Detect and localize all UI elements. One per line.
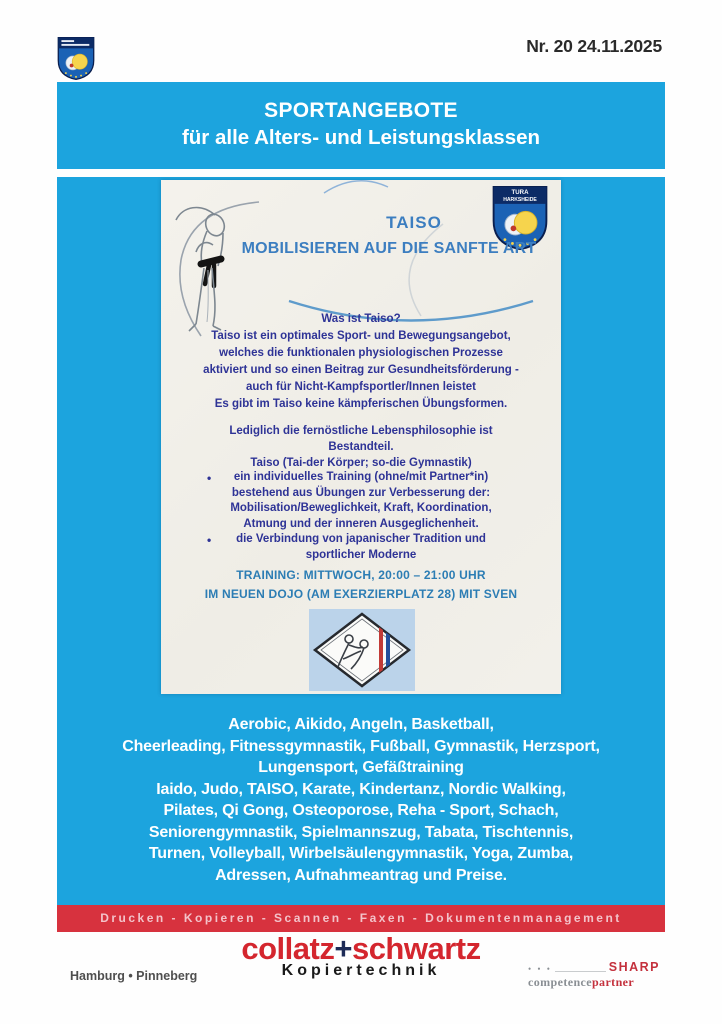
training-line: IM NEUEN DOJO (AM EXERZIERPLATZ 28) MIT SVEN xyxy=(204,587,518,601)
sports-line: Aerobic, Aikido, Angeln, Basketball, xyxy=(228,716,494,733)
flyer-title: TAISO xyxy=(386,213,442,232)
flyer-philosophy-line: Taiso (Tai-der Körper; so-die Gymnastik) xyxy=(250,457,472,469)
sports-line: Lungensport, Gefäßtraining xyxy=(258,759,464,776)
flyer-philosophy-line: Lediglich die fernöstliche Lebensphilosophie ist xyxy=(229,425,493,437)
issue-number: Nr. 20 24.11.2025 xyxy=(526,36,662,56)
sports-line: Turnen, Volleyball, Wirbelsäulengymnastik, Yoga, Zumba, xyxy=(148,845,574,862)
flyer-intro-line: auch für Nicht-Kampfsportler/Innen leistet xyxy=(245,381,477,393)
flyer-intro-line: welches die funktionalen physiologischen Prozesse xyxy=(219,347,503,359)
sharp-wordmark: SHARP xyxy=(608,960,660,974)
flyer-intro-block xyxy=(161,311,561,413)
flyer-what-heading: Was ist Taiso? xyxy=(321,313,401,325)
brand-right: schwartz xyxy=(351,931,481,966)
flyer-bullet-1 xyxy=(161,470,561,532)
flyer-bullet-line: sportlicher Moderne xyxy=(305,548,417,561)
flyer-intro-line: aktiviert und so einen Beitrag zur Gesundheitsförderung - xyxy=(203,364,519,376)
header-banner xyxy=(57,82,665,169)
flyer-bullet-line: bestehend aus Übungen zur Verbesserung der: xyxy=(231,486,491,499)
tura-logo-text-2: HARKSHEIDE xyxy=(503,197,537,204)
brand-left: collatz xyxy=(241,931,335,966)
flyer-bullet-line: Atmung und der inneren Ausgeglichenheit. xyxy=(243,517,479,530)
sports-line: Cheerleading, Fitnessgymnastik, Fußball, Gymnastik, Herzsport, xyxy=(122,737,600,755)
flyer-philosophy-block xyxy=(161,423,561,471)
training-line: TRAINING: MITTWOCH, 20:00 – 21:00 UHR xyxy=(236,568,486,582)
page-title: SPORTANGEBOTE xyxy=(264,99,458,122)
flyer-bullet-line: Mobilisation/Beweglichkeit, Kraft, Koordination, xyxy=(230,502,492,514)
partner-text: partner xyxy=(591,975,635,989)
sports-line: Seniorengymnastik, Spielmannszug, Tabata, Tischtennis, xyxy=(148,823,574,841)
flyer-bullet-line: die Verbindung von japanischer Tradition und xyxy=(236,533,486,545)
brand-plus: + xyxy=(334,931,352,966)
sports-line: Pilates, Qi Gong, Osteoporose, Reha - Sport, Schach, xyxy=(163,802,559,819)
flyer-intro-line: Es gibt im Taiso keine kämpferischen Übungsformen. xyxy=(214,398,508,410)
tura-logo-text-1: TURA xyxy=(511,188,529,196)
judo-club-logo-icon xyxy=(309,609,415,691)
sharp-partner-logo xyxy=(528,960,660,990)
flyer-bullet-line: ein individuelles Training (ohne/mit Partner*in) xyxy=(233,471,489,483)
club-crest-icon xyxy=(57,36,95,81)
sharp-dots-icon: • • • xyxy=(528,964,552,974)
flyer-subtitle: MOBILISIEREN AUF DIE SANFTE ART xyxy=(241,240,537,257)
content-panel xyxy=(57,177,665,905)
flyer-philosophy-line: Bestandteil. xyxy=(328,441,394,453)
arc-decoration-icon xyxy=(321,178,391,196)
page-subtitle: für alle Alters- und Leistungsklassen xyxy=(181,126,541,149)
services-banner xyxy=(57,905,665,932)
bullet-icon: • xyxy=(207,533,212,547)
bullet-icon: • xyxy=(207,471,212,485)
flyer-training-info xyxy=(161,566,561,604)
flyer-intro-line: Taiso ist ein optimales Sport- und Bewegungsangebot, xyxy=(211,330,511,342)
brand-subtitle: Kopiertechnik xyxy=(281,962,441,979)
sports-list xyxy=(57,714,665,886)
competence-text: competence xyxy=(528,975,592,989)
services-banner-text: Drucken - Kopieren - Scannen - Faxen - Dokumentenmanagement xyxy=(100,911,622,925)
taiso-flyer xyxy=(161,180,561,694)
sharp-rule xyxy=(555,971,606,972)
sports-line: Adressen, Aufnahmeantrag und Preise. xyxy=(215,866,507,884)
sports-line: Iaido, Judo, TAISO, Karate, Kindertanz, Nordic Walking, xyxy=(156,780,566,798)
brand-cities: Hamburg • Pinneberg xyxy=(70,969,198,983)
flyer-bullet-2 xyxy=(161,532,561,563)
